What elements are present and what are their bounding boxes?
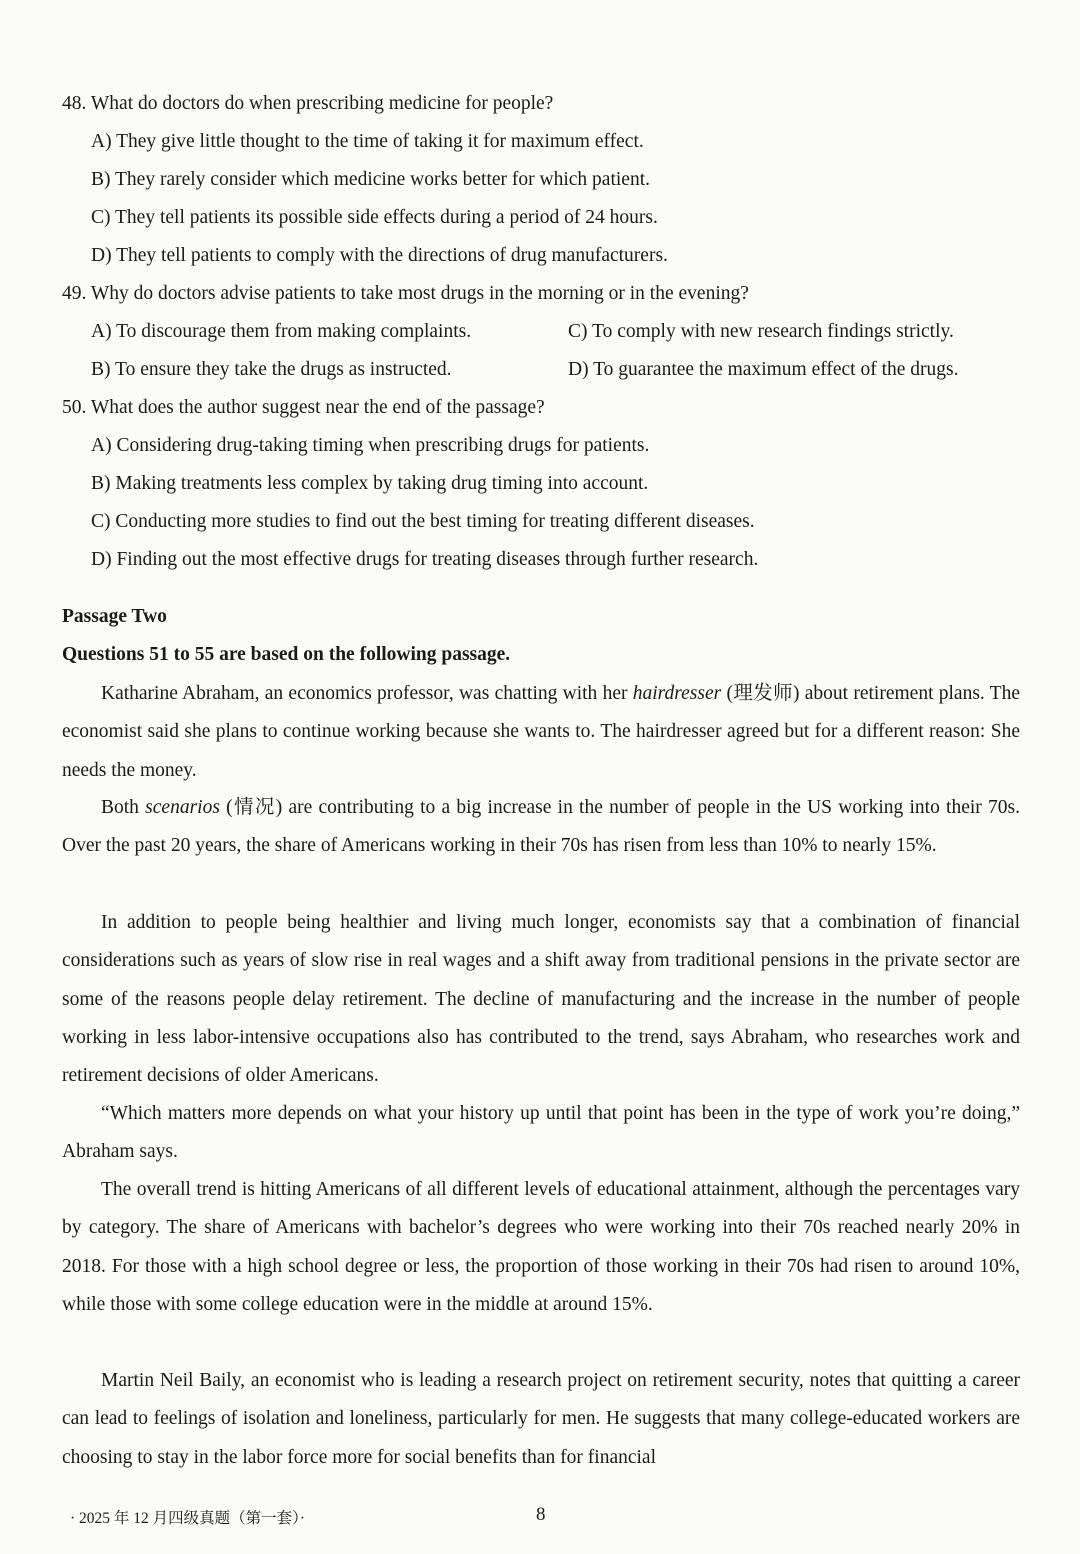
passage-paragraph-3: In addition to people being healthier and living much longer, economists say that a combination of financial considerations such as years of slow rise in real wages and a shift away from traditional pensions in the private sector are some of the reasons people delay retirement. The decline of manufacturing and the increase in the number of people working in less labor-intensive occupations also has contributed to the trend, says Abraham, who researches work and retirement decisions of older Americans.	[62, 912, 1020, 1087]
passage-paragraph-2: Both scenarios (情况) are contributing to a big increase in the number of people in the US working into their 70s. Over the past 20 years, the share of Americans working in their 70s has risen from less than 10% to nearly 15%.	[62, 797, 1020, 857]
passage-paragraph-1: Katharine Abraham, an economics professor, was chatting with her hairdresser (理发师) about retirement plans. The economist said she plans to continue working because she wants to. The hairdresser agreed but for a different reason: She needs the money.	[62, 683, 1021, 781]
passage-paragraph-4: “Which matters more depends on what your history up until that point has been in the type of work you’re doing,” Abraham says.	[62, 1103, 1020, 1163]
question-48-option-a: A) They give little thought to the time of taking it for maximum effect.	[91, 131, 644, 152]
question-49-option-b: B) To ensure they take the drugs as instructed.	[91, 359, 452, 380]
question-50-option-c: C) Conducting more studies to find out the best timing for treating different diseases.	[91, 511, 755, 532]
gloss-hairdresser: (理发师)	[721, 683, 800, 704]
glossed-term-hairdresser: hairdresser	[632, 683, 722, 704]
gloss-scenarios: (情况)	[219, 797, 283, 818]
passage-instruction: Questions 51 to 55 are based on the following passage.	[62, 644, 511, 665]
question-48-option-c: C) They tell patients its possible side effects during a period of 24 hours.	[91, 207, 658, 228]
question-49-option-c: C) To comply with new research findings strictly.	[568, 321, 954, 342]
footer-exam-label: · 2025 年 12 月四级真题（第一套）·	[70, 1510, 306, 1527]
question-50-stem: 50. What does the author suggest near the end of the passage?	[62, 397, 545, 418]
question-48-option-d: D) They tell patients to comply with the directions of drug manufacturers.	[91, 245, 668, 266]
passage-paragraph-6: Martin Neil Baily, an economist who is leading a research project on retirement security, notes that quitting a career can lead to feelings of isolation and loneliness, particularly for men. He suggests that many college-educated workers are choosing to stay in the labor force more for social benefits than for financial	[62, 1370, 1020, 1468]
passage-title: Passage Two	[62, 606, 167, 627]
passage-paragraph-5: The overall trend is hitting Americans of all different levels of educational attainment, although the percentages vary by category. The share of Americans with bachelor’s degrees who were working into their 70s reached nearly 20% in 2018. For those with a high school degree or less, the proportion of those working in their 70s had risen to around 10%, while those with some college education were in the middle at around 15%.	[62, 1179, 1020, 1315]
question-50-option-b: B) Making treatments less complex by taking drug timing into account.	[91, 473, 649, 494]
question-50-option-d: D) Finding out the most effective drugs for treating diseases through further research.	[91, 549, 759, 570]
page-number: 8	[536, 1504, 546, 1525]
question-50-option-a: A) Considering drug-taking timing when prescribing drugs for patients.	[91, 435, 650, 456]
question-49-option-a: A) To discourage them from making complaints.	[91, 321, 472, 342]
question-48-option-b: B) They rarely consider which medicine works better for which patient.	[91, 169, 650, 190]
question-49-option-d: D) To guarantee the maximum effect of the drugs.	[568, 359, 959, 380]
question-48-stem: 48. What do doctors do when prescribing medicine for people?	[62, 93, 554, 114]
glossed-term-scenarios: scenarios	[145, 797, 220, 818]
question-49-stem: 49. Why do doctors advise patients to take most drugs in the morning or in the evening?	[62, 283, 749, 304]
